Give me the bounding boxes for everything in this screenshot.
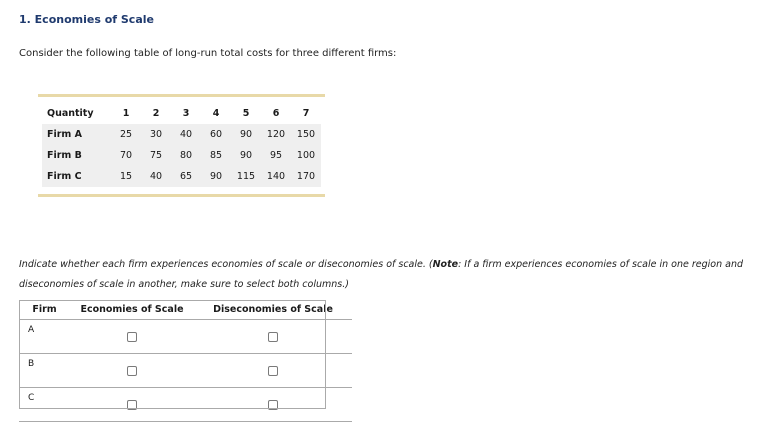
cost-cell: 150 [291, 124, 321, 145]
intro-text: Consider the following table of long-run total costs for three different firms: [19, 48, 397, 59]
instructions-text: Indicate whether each firm experiences economies of scale or diseconomies of scale. ( [19, 259, 433, 270]
cost-cell: 170 [291, 166, 321, 187]
cost-cell: 25 [111, 124, 141, 145]
firm-label: Firm C [42, 166, 111, 187]
answer-firm-label: C [19, 388, 70, 422]
cost-cell: 40 [171, 124, 201, 145]
economies-cell [70, 320, 194, 354]
note-label: Note [432, 259, 459, 270]
quantity-cell: 6 [272, 108, 280, 119]
economies-cell [70, 354, 194, 388]
firm-c-cost-row [42, 166, 321, 187]
instructions-note-text: : If a firm experiences economies of scale in one region and diseconomies of scale in another, make sure to select both columns.) [19, 259, 744, 290]
firm-a-cost-row [42, 124, 321, 145]
firm-label: Firm A [42, 124, 111, 145]
quantity-cell: 1 [122, 108, 130, 119]
question-title: 1. Economies of Scale [19, 13, 154, 26]
cost-table-panel [38, 94, 325, 197]
diseconomies-column-header: Diseconomies of Scale [194, 300, 352, 320]
cost-table [42, 103, 321, 187]
quantity-cell: 4 [212, 108, 220, 119]
quantity-cell: 2 [152, 108, 160, 119]
answer-header-row [19, 300, 352, 320]
diseconomies-cell [194, 320, 352, 354]
instructions [19, 255, 759, 295]
answer-row-b [19, 354, 352, 388]
quantity-label: Quantity [47, 108, 94, 119]
answer-row-a [19, 320, 352, 354]
cost-cell: 75 [141, 145, 171, 166]
cost-cell: 30 [141, 124, 171, 145]
cost-cell: 115 [231, 166, 261, 187]
diseconomies-checkbox-a[interactable] [268, 332, 278, 342]
firm-b-cost-row [42, 145, 321, 166]
economies-checkbox-b[interactable] [127, 366, 137, 376]
firm-label: Firm B [42, 145, 111, 166]
answer-row-c [19, 388, 352, 422]
cost-cell: 140 [261, 166, 291, 187]
cost-cell: 40 [141, 166, 171, 187]
economies-cell [70, 388, 194, 422]
cost-cell: 15 [111, 166, 141, 187]
answer-table [19, 300, 352, 422]
diseconomies-checkbox-b[interactable] [268, 366, 278, 376]
cost-cell: 90 [231, 145, 261, 166]
cost-cell: 95 [261, 145, 291, 166]
cost-cell: 60 [201, 124, 231, 145]
cost-cell: 100 [291, 145, 321, 166]
cost-cell: 120 [261, 124, 291, 145]
diseconomies-cell [194, 354, 352, 388]
quantity-cell: 5 [242, 108, 250, 119]
quantity-cell: 3 [182, 108, 190, 119]
quantity-cell: 7 [302, 108, 310, 119]
cost-cell: 70 [111, 145, 141, 166]
cost-cell: 90 [201, 166, 231, 187]
economies-checkbox-a[interactable] [127, 332, 137, 342]
diseconomies-cell [194, 388, 352, 422]
cost-cell: 80 [171, 145, 201, 166]
cost-cell: 90 [231, 124, 261, 145]
economies-column-header: Economies of Scale [70, 300, 194, 320]
cost-cell: 65 [171, 166, 201, 187]
answer-firm-label: B [19, 354, 70, 388]
diseconomies-checkbox-c[interactable] [268, 400, 278, 410]
cost-cell: 85 [201, 145, 231, 166]
firm-column-header: Firm [19, 300, 70, 320]
quantity-row [42, 103, 321, 124]
economies-checkbox-c[interactable] [127, 400, 137, 410]
answer-firm-label: A [19, 320, 70, 354]
